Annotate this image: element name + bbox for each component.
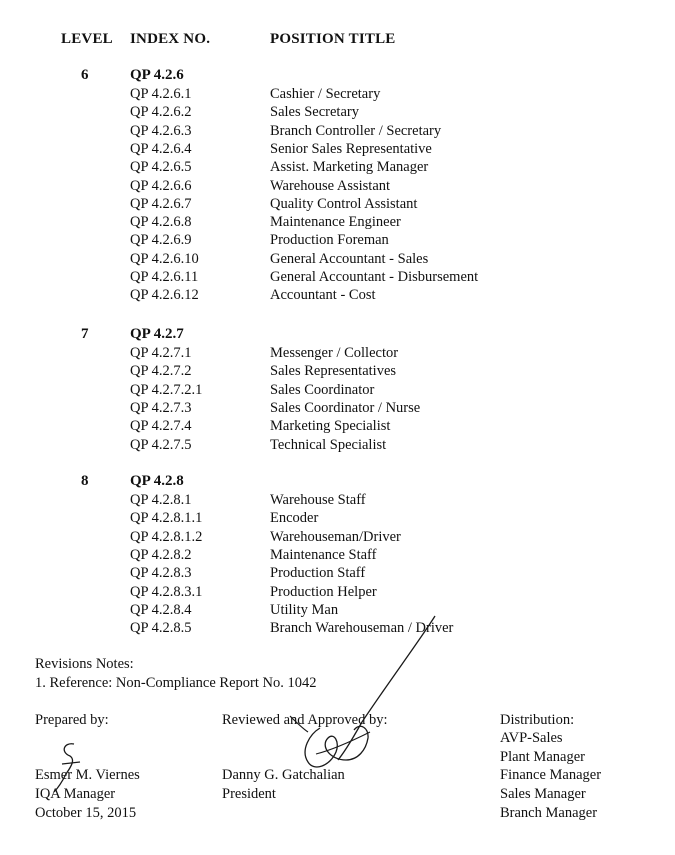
header-position-title: POSITION TITLE [270,31,396,47]
distribution-item: Plant Manager [500,749,585,765]
position-title: Encoder [270,510,319,527]
reviewed-by-label: Reviewed and Approved by: [222,712,388,728]
position-title: Production Staff [270,565,366,582]
position-title: Marketing Specialist [270,418,391,435]
prepared-date: October 15, 2015 [35,805,137,821]
distribution-item: Branch Manager [500,805,598,821]
index-number: QP 4.2.6.3 [130,122,192,139]
index-number: QP 4.2.7.2 [130,363,192,380]
position-title: Senior Sales Representative [270,140,432,157]
index-number: QP 4.2.6.8 [130,214,192,231]
group-code: QP 4.2.8 [130,473,184,489]
position-title: Utility Man [270,601,339,618]
prepared-by-label: Prepared by: [35,712,109,728]
group-level: 8 [81,473,89,489]
position-title: Sales Secretary [270,104,359,121]
index-number: QP 4.2.6.1 [130,86,192,102]
index-number: QP 4.2.6.6 [130,177,192,194]
index-number: QP 4.2.8.3.1 [130,583,203,600]
index-number: QP 4.2.7.4 [130,418,192,435]
index-number: QP 4.2.7.2.1 [130,381,203,398]
position-title: Branch Controller / Secretary [270,122,442,139]
position-title: Accountant - Cost [270,287,376,304]
position-title: Branch Warehouseman / Driver [270,620,454,637]
position-title: Production Foreman [270,232,389,249]
group-level: 7 [81,326,89,342]
reviewer-signature [250,610,450,790]
group-level: 6 [81,67,89,83]
position-title: General Accountant - Sales [270,250,429,267]
header-index-no: INDEX NO. [130,31,211,47]
position-title: Technical Specialist [270,436,387,453]
position-title: Maintenance Engineer [270,214,401,231]
index-number: QP 4.2.6.4 [130,140,192,157]
index-number: QP 4.2.8.2 [130,546,192,563]
index-number: QP 4.2.6.10 [130,250,199,267]
index-number: QP 4.2.6.7 [130,195,192,212]
index-number: QP 4.2.7.3 [130,399,192,416]
index-number: QP 4.2.8.1.1 [130,510,203,527]
distribution-item: AVP-Sales [500,730,563,746]
position-title: Warehouseman/Driver [270,528,401,545]
index-number: QP 4.2.8.4 [130,601,192,618]
position-title: Warehouse Staff [270,492,366,508]
index-number: QP 4.2.8.5 [130,620,192,637]
index-number: QP 4.2.6.12 [130,287,199,304]
position-title: Production Helper [270,583,377,600]
index-number: QP 4.2.6.9 [130,232,192,249]
prepared-by-name: Esmer M. Viernes [35,767,140,783]
position-title: Assist. Marketing Manager [270,159,429,176]
position-title: Messenger / Collector [270,345,399,361]
index-number: QP 4.2.6.5 [130,159,192,176]
prepared-by-role: IQA Manager [35,786,116,802]
position-title: Sales Coordinator [270,381,375,398]
header-level: LEVEL [61,31,113,47]
distribution-item: Finance Manager [500,767,602,783]
position-title: Cashier / Secretary [270,86,381,102]
distribution-item: Sales Manager [500,786,586,802]
preparer-signature [40,738,110,798]
reviewed-by-name: Danny G. Gatchalian [222,767,345,783]
index-number: QP 4.2.8.1 [130,492,192,508]
group-code: QP 4.2.6 [130,67,184,83]
index-number: QP 4.2.7.5 [130,436,192,453]
group-code: QP 4.2.7 [130,326,184,342]
revision-note: 1. Reference: Non-Compliance Report No. 1042 [35,675,317,691]
position-title: Sales Representatives [270,363,397,380]
position-title: Quality Control Assistant [270,195,418,212]
position-title: General Accountant - Disbursement [270,269,479,285]
position-title: Sales Coordinator / Nurse [270,399,421,416]
index-number: QP 4.2.6.11 [130,269,199,285]
index-number: QP 4.2.7.1 [130,345,192,361]
position-title: Warehouse Assistant [270,177,391,194]
revisions-heading: Revisions Notes: [35,656,134,672]
reviewed-by-role: President [222,786,276,802]
distribution-label: Distribution: [500,712,575,728]
index-number: QP 4.2.8.3 [130,565,192,582]
position-title: Maintenance Staff [270,546,377,563]
index-number: QP 4.2.8.1.2 [130,528,203,545]
index-number: QP 4.2.6.2 [130,104,192,121]
